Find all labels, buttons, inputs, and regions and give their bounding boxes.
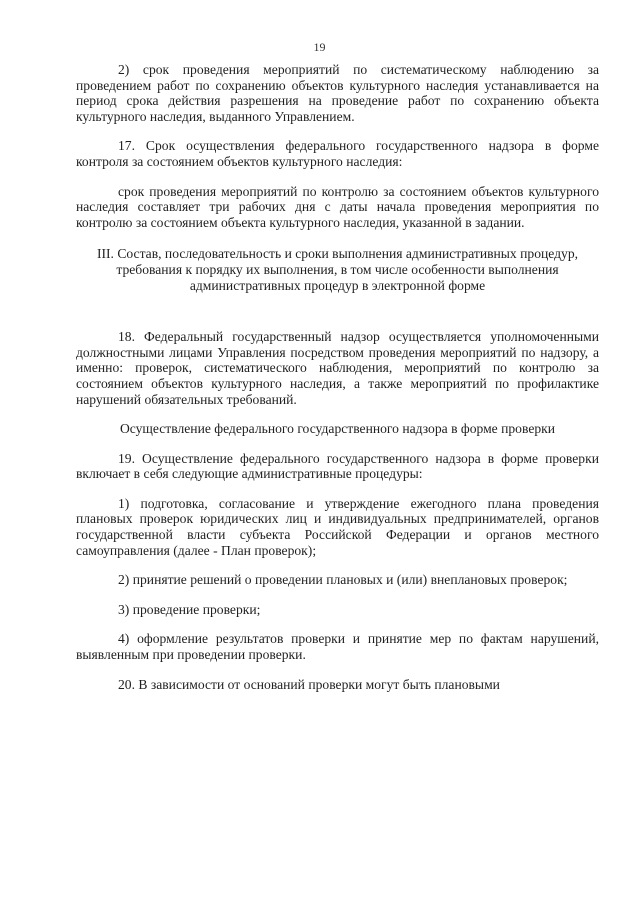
page-number: 19 [313,40,326,54]
paragraph-18: 18. Федеральный государственный надзор осуществляется уполномоченными должностными лицами Управления посредством проведения мероприятий по надзору, а именно: проверок, систематического наблюдения, мероприятий по контролю за состоянием объектов культурного наследия, а также мероприятий по профилактике нарушений обязательных требований. [76,329,599,407]
document-body [76,62,599,692]
section-heading-iii: III. Состав, последовательность и сроки выполнения административных процедур, требования к порядку их выполнения, в том числе особенности выполнения административных процедур в электронной форме [96,246,579,293]
list-item-1: 1) подготовка, согласование и утверждение ежегодного плана проведения плановых проверок юридических лиц и индивидуальных предпринимателей, органов государственной власти субъекта Российской Федерации и органов местного самоуправления (далее - План проверок); [76,495,599,558]
paragraph-control-term: срок проведения мероприятий по контролю за состоянием объектов культурного наследия составляет три рабочих дня с даты начала проведения мероприятия по контролю за состоянием объекта культурного наследия, указанной в задании. [76,183,599,230]
paragraph-term-observation: 2) срок проведения мероприятий по систематическому наблюдению за проведением работ по сохранению объектов культурного наследия устанавливается на период срока действия разрешения на проведение работ по сохранению объекта культурного наследия, выданного Управлением. [76,62,599,124]
list-item-4: 4) оформление результатов проверки и принятие мер по фактам нарушений, выявленным при проведении проверки. [76,631,599,663]
subheading-inspection: Осуществление федерального государственного надзора в форме проверки [119,421,556,437]
paragraph-17: 17. Срок осуществления федерального государственного надзора в форме контроля за состоянием объектов культурного наследия: [76,138,599,169]
list-item-2: 2) принятие решений о проведении плановых и (или) внеплановых проверок; [118,572,568,588]
paragraph-20: 20. В зависимости от оснований проверки могут быть плановыми [118,676,500,692]
list-item-3: 3) проведение проверки; [118,601,261,617]
paragraph-19: 19. Осуществление федерального государственного надзора в форме проверки включает в себя следующие административные процедуры: [76,450,599,482]
